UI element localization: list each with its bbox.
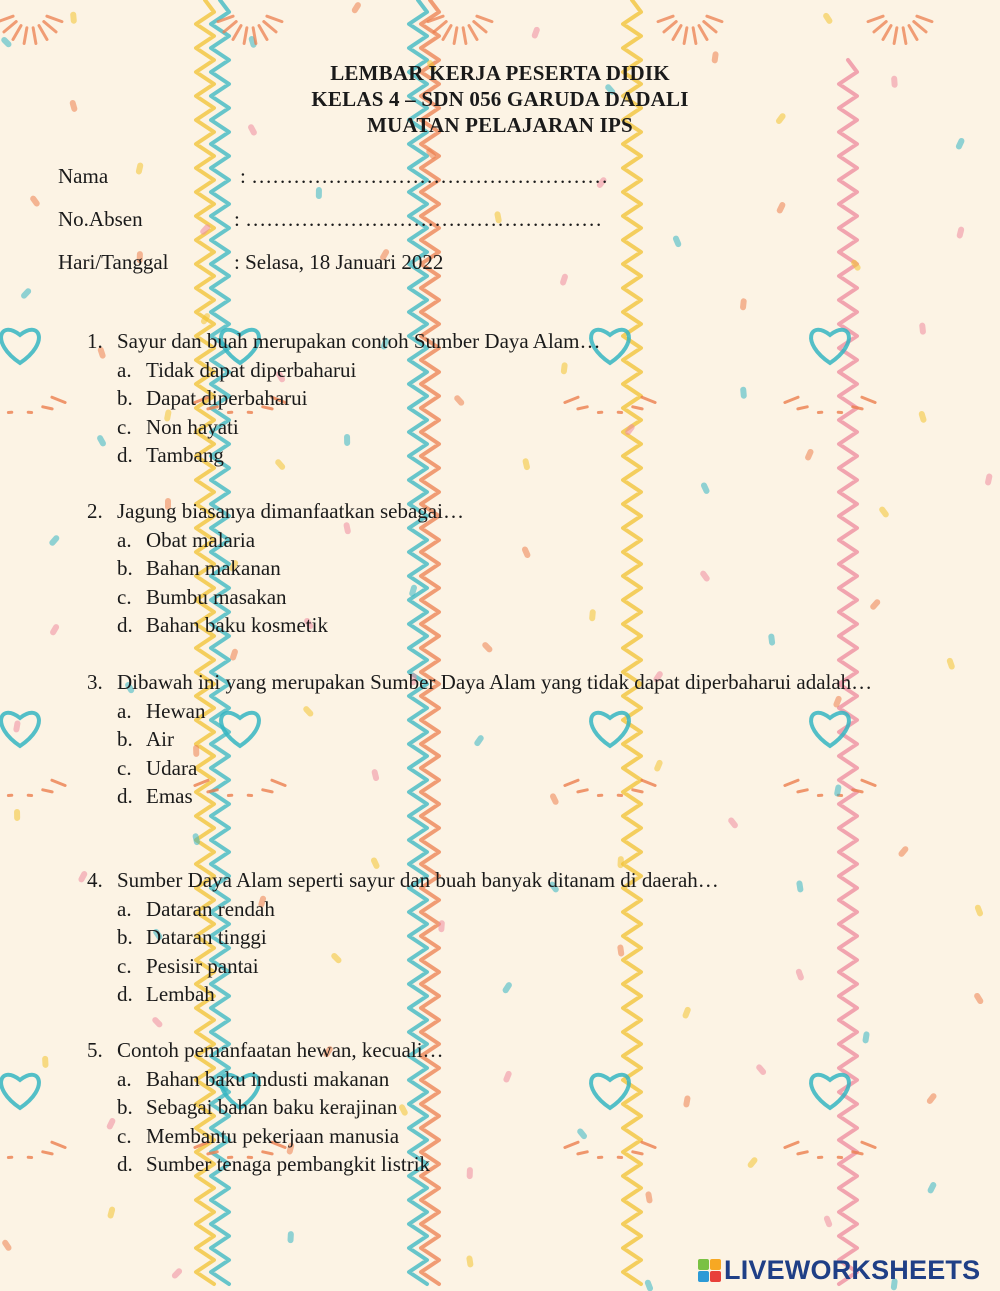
option-d[interactable] (87, 980, 877, 1009)
option-c[interactable] (87, 583, 877, 612)
option-c[interactable] (87, 952, 877, 981)
option-text: Non hayati (146, 414, 239, 439)
option-a[interactable] (87, 895, 877, 924)
option-text: Obat malaria (146, 527, 256, 552)
question-number: 1. (87, 329, 103, 353)
option-b[interactable] (87, 725, 877, 754)
option-b[interactable] (87, 384, 877, 413)
question-number: 3. (87, 670, 103, 694)
option-a[interactable] (87, 356, 877, 385)
option-letter: b. (117, 1095, 133, 1119)
option-b[interactable] (87, 1093, 877, 1122)
question-3 (87, 668, 877, 811)
option-letter: d. (117, 982, 133, 1006)
option-b[interactable] (87, 923, 877, 952)
option-text: Sumber tenaga pembangkit listrik (146, 1152, 431, 1176)
option-text: Dataran rendah (146, 896, 275, 921)
option-letter: b. (117, 925, 133, 949)
question-5 (87, 1036, 877, 1179)
absen-field[interactable]: : …………………………………………… (234, 207, 603, 231)
question-text: Dibawah ini yang merupakan Sumber Daya Alam yang tidak dapat diperbaharui adalah… (117, 670, 873, 694)
question-text: Sumber Daya Alam seperti sayur dan buah banyak ditanam di daerah… (117, 868, 719, 892)
option-d[interactable] (87, 1150, 877, 1179)
option-letter: c. (117, 1123, 132, 1148)
question-number: 4. (87, 868, 103, 892)
option-text: Hewan (146, 698, 206, 723)
option-letter: a. (117, 357, 132, 382)
option-a[interactable] (87, 697, 877, 726)
option-text: Membantu pekerjaan manusia (146, 1123, 400, 1148)
option-letter: b. (117, 727, 133, 751)
question-text: Sayur dan buah merupakan contoh Sumber Daya Alam… (117, 329, 601, 353)
option-text: Bahan baku kosmetik (146, 613, 328, 637)
liveworksheets-logo[interactable] (698, 1255, 980, 1285)
question-1 (87, 327, 877, 470)
liveworksheets-logo-text: LIVEWORKSHEETS (724, 1254, 981, 1285)
question-number: 2. (87, 499, 103, 523)
option-letter: b. (117, 386, 133, 410)
option-letter: a. (117, 1066, 132, 1091)
option-text: Bahan makanan (146, 556, 281, 580)
question-number: 5. (87, 1038, 103, 1062)
option-d[interactable] (87, 441, 877, 470)
option-c[interactable] (87, 413, 877, 442)
option-letter: c. (117, 755, 132, 780)
option-c[interactable] (87, 1122, 877, 1151)
tanggal-label: Hari/Tanggal (58, 250, 169, 274)
option-a[interactable] (87, 1065, 877, 1094)
option-letter: d. (117, 443, 133, 467)
option-letter: a. (117, 527, 132, 552)
nama-field[interactable]: : …………………………………………… (240, 164, 609, 188)
option-d[interactable] (87, 782, 877, 811)
header-title: LEMBAR KERJA PESERTA DIDIK (330, 61, 670, 85)
option-text: Lembah (146, 982, 215, 1006)
option-text: Air (146, 727, 174, 751)
option-text: Pesisir pantai (146, 953, 259, 978)
option-b[interactable] (87, 554, 877, 583)
option-letter: d. (117, 784, 133, 808)
option-text: Bumbu masakan (146, 584, 287, 609)
header-subject: MUATAN PELAJARAN IPS (367, 113, 633, 137)
liveworksheets-logo-icon (698, 1259, 721, 1282)
option-letter: a. (117, 698, 132, 723)
header-class-school: KELAS 4 – SDN 056 GARUDA DADALI (311, 87, 689, 111)
option-letter: d. (117, 1152, 133, 1176)
question-4 (87, 866, 877, 1009)
option-letter: c. (117, 584, 132, 609)
option-text: Tambang (146, 443, 224, 467)
option-letter: b. (117, 556, 133, 580)
option-c[interactable] (87, 754, 877, 783)
tanggal-value: : Selasa, 18 Januari 2022 (234, 250, 444, 274)
option-letter: d. (117, 613, 133, 637)
option-text: Udara (146, 755, 198, 780)
absen-label: No.Absen (58, 207, 143, 231)
option-letter: a. (117, 896, 132, 921)
option-letter: c. (117, 414, 132, 439)
question-2 (87, 497, 877, 640)
option-text: Dataran tinggi (146, 925, 267, 949)
option-letter: c. (117, 953, 132, 978)
question-text: Jagung biasanya dimanfaatkan sebagai… (117, 499, 464, 523)
option-text: Emas (146, 784, 193, 808)
nama-label: Nama (58, 164, 109, 188)
option-text: Bahan baku industi makanan (146, 1066, 390, 1091)
option-text: Dapat diperbaharui (146, 386, 308, 410)
question-text: Contoh pemanfaatan hewan, kecuali… (117, 1038, 444, 1062)
option-d[interactable] (87, 611, 877, 640)
option-text: Sebagai bahan baku kerajinan (146, 1095, 398, 1119)
option-text: Tidak dapat diperbaharui (146, 357, 357, 382)
option-a[interactable] (87, 526, 877, 555)
worksheet-header (0, 60, 1000, 138)
